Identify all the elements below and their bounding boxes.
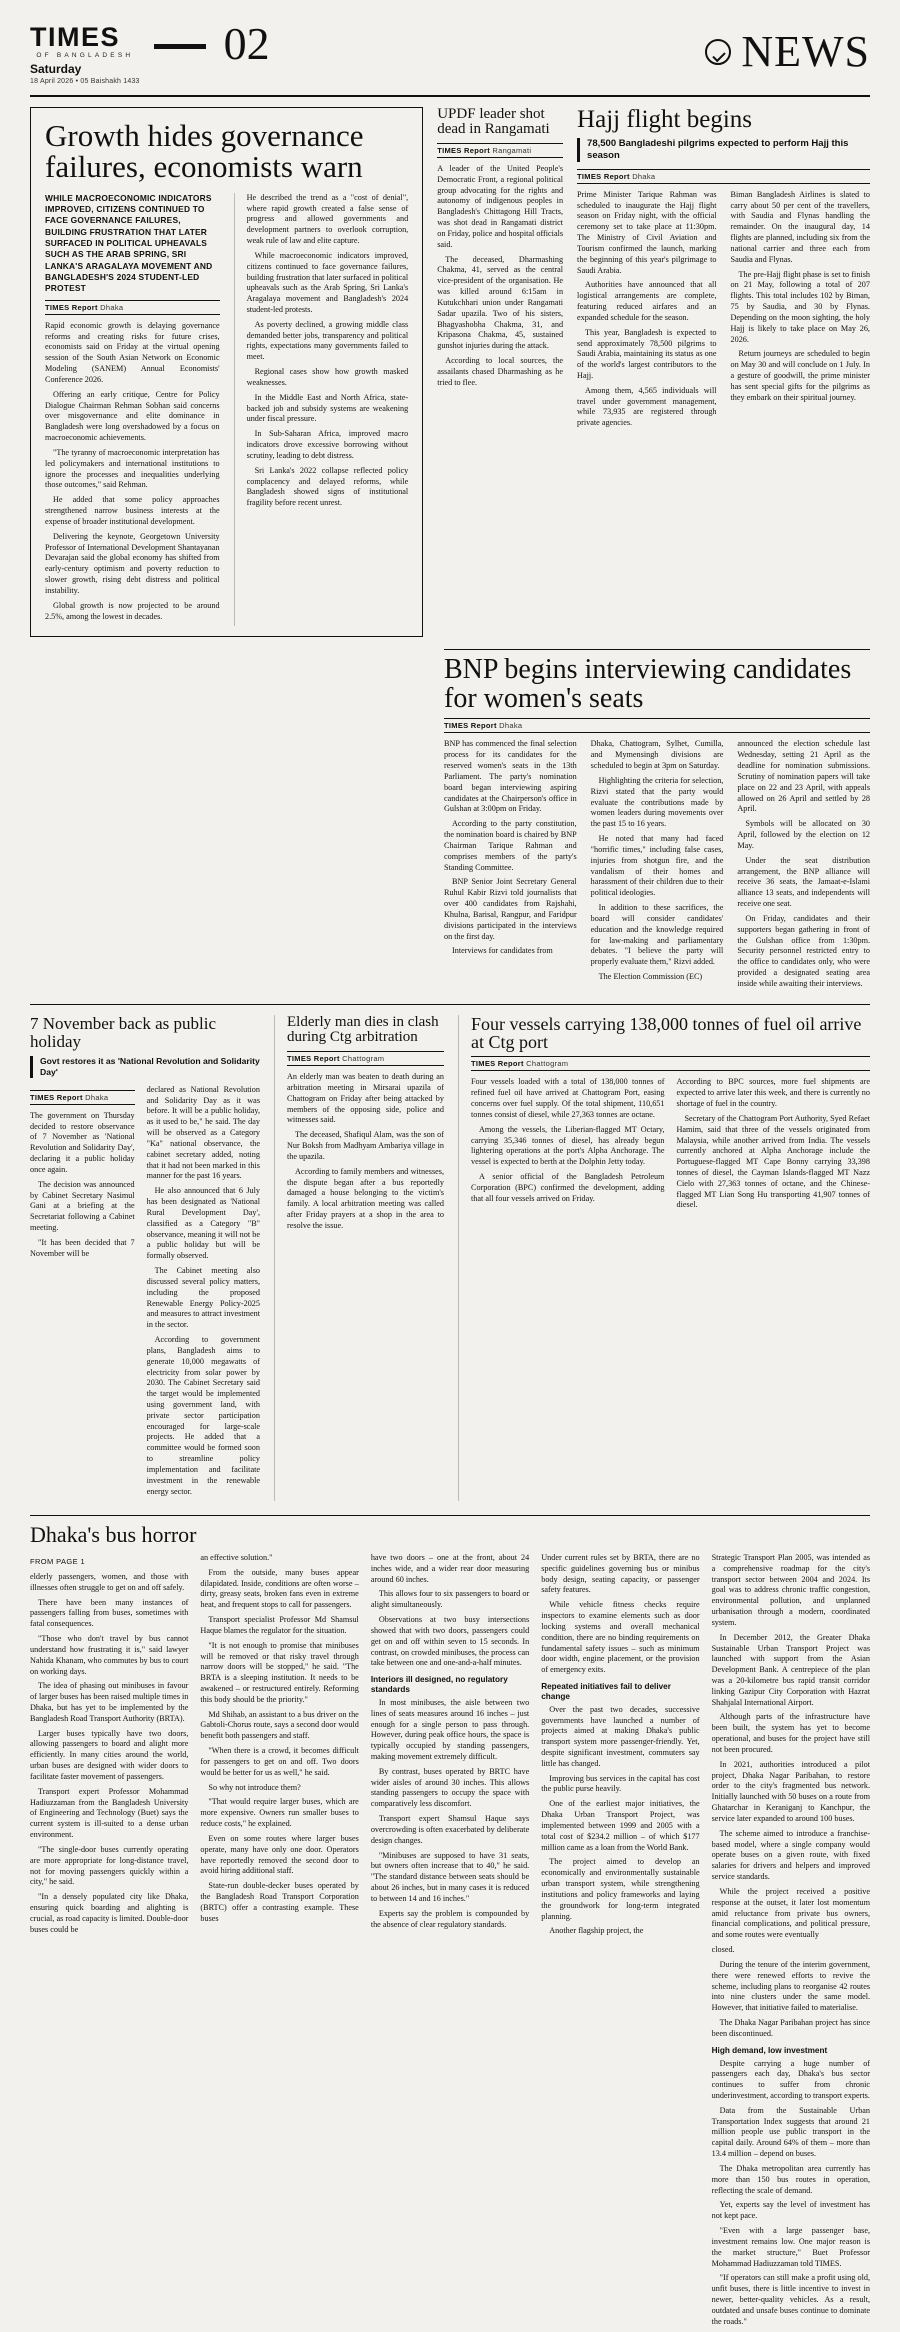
feature-paragraph: This allows four to six passengers to board or alight simultaneously.	[370, 1589, 530, 1610]
vessels-byline-location: Chattogram	[526, 1059, 569, 1069]
masthead-right	[705, 27, 870, 76]
feature-col-2	[200, 1553, 358, 2332]
feature-paragraph: So why not introduce them?	[208, 1782, 301, 1792]
feature-paragraph: "When there is a crowd, it becomes difficult for passengers to get on and off. Two doors would be better for us as well," he said.	[200, 1746, 359, 1777]
holiday-deck: Govt restores it as 'National Revolution and Solidarity Day'	[30, 1056, 260, 1077]
feature-paragraph: Yet, experts say the level of investment has not kept pace.	[711, 2200, 871, 2221]
bnp-byline	[444, 718, 870, 733]
feature-paragraph: In most minibuses, the aisle between two lines of seats measures around 16 inches – just enough for a single person to pass through. However, during peak office hours, the space is typically occupied by standing passengers, making movement extremely difficult.	[370, 1697, 530, 1761]
holiday-headline: 7 November back as public holiday	[30, 1013, 216, 1051]
hajj-col-2: Biman Bangladesh Airlines is slated to carry about 50 per cent of the travellers, with Saudia and Flynas handling the remainder. On the inaugural day, 14 flights are planned, including six from the national carrier and three each from Saudia and Flynas. The pre-Hajj flight phase is set to finish on 21 May, following a total of 207 flights. This total includes 102 by Biman, 75 by Saudia, and 30 by Flynas. Depending on the moon sighting, the holy Hajj is likely to take place on May 26, 2026. Return journeys are scheduled to begin on May 30 and will conclude on 1 July. In a gesture of goodwill, the prime minister has sent special gifts for the pilgrims as they embark on their spiritual journey.	[730, 189, 870, 402]
updf-headline: UPDF leader shot dead in Rangamati	[437, 105, 550, 138]
feature-paragraph: In December 2012, the Greater Dhaka Sustainable Urban Transport Project was launched with support from the Asian Development Bank. A centrepiece of the plan was a 20-kilometre bus rapid transit corridor linking Gazipur City Corporation with Hazrat Shahjalal International Airport.	[711, 1632, 871, 1707]
feature-paragraph: Larger buses typically have two doors, allowing passengers to board and alight more efficiently. In many cities around the world, urban buses are designed with wider doors to facilitate faster movement of passengers.	[30, 1728, 189, 1781]
logo-wordmark: TIMES	[30, 22, 121, 52]
feature-col-5	[712, 1553, 870, 2332]
holiday-byline-location: Dhaka	[85, 1092, 109, 1102]
feature-paragraph: "If operators can still make a profit using old, unfit buses, there is little incentive to invest in newer, better-quality vehicles. As a result, outdated and unsafe buses continue to dominate the roads."	[711, 2273, 871, 2326]
lead-body	[45, 193, 408, 627]
feature-paragraph: have two doors – one at the front, about 24 inches wide, and a wider rear door measuring around 60 inches.	[370, 1552, 530, 1584]
lead-byline-name: TIMES Report	[45, 302, 98, 312]
bnp-headline: BNP begins interviewing candidates for women's seats	[444, 654, 852, 714]
hajj-story	[577, 107, 870, 638]
feature-paragraph: "It is not enough to promise that minibuses will be removed or that risky travel through narrow doors will be stopped," he said. "The BRTA is a sleeping institution. It needs to be awakened – or restructured entirely. Reforming this body should be the priority."	[200, 1640, 359, 1704]
hajj-body	[577, 190, 870, 433]
feature-paragraph: Improving bus services in the capital has cost the public purse heavily.	[541, 1773, 700, 1794]
feature-paragraph: "In a densely populated city like Dhaka, ensuring quick boarding and alighting is crucial, as road capacity is limited. Double-door buses could be	[30, 1892, 189, 1934]
feature-paragraph: Data from the Sustainable Urban Transportation Index suggests that around 21 million people use public transport in the capital daily. Around 64% of them – more than 13.4 million – depend on buses.	[711, 2105, 871, 2159]
feature-paragraph: Strategic Transport Plan 2005, was intended as a comprehensive roadmap for the city's transport sector between 2004 and 2024. Its goal was to address chronic traffic congestion, environmental pollution, and unplanned urbanisation through a modern, coordinated system.	[711, 1552, 871, 1627]
feature-col-3	[371, 1553, 529, 2332]
vessels-col-2: According to BPC sources, more fuel shipments are expected to arrive later this week, and there is currently no shortage of fuel in the country. Secretary of the Chattogram Port Authority, Syed Refaet Hamim, said that three of the vessels originated from Malaysia, while another arrived from India. The vessels currently anchored at Alpha Anchorage include the Portuguese-flagged MT Cape Bonny carrying 33,398 tonnes of diesel, the Cayman Islands-flagged MT Nazz Cielo with 27,363 tonnes of octane, and the Chinese-flagged MT Lian Song Hu transporting 41,907 tonnes of diesel.	[676, 1077, 870, 1210]
hajj-deck: 78,500 Bangladeshi pilgrims expected to perform Hajj this season	[577, 138, 870, 162]
feature-headline: Dhaka's bus horror	[30, 1522, 197, 1548]
feature-paragraph: The project aimed to develop an economically and environmentally sustainable urban transport system, while strengthening institutions and policy frameworks and laying the groundwork for long-term integrated planning.	[541, 1857, 700, 1921]
bnp-body	[444, 739, 870, 993]
feature-fromline: FROM PAGE 1	[30, 1556, 86, 1566]
feature-paragraph: One of the earliest major initiatives, the Dhaka Urban Transport Project, was implemented between 1999 and 2005 with a total cost of $234.2 million – of which $177 million came as a loan from the World Bank.	[541, 1799, 700, 1852]
holiday-col-2: declared as National Revolution and Solidarity Day as it was before. It will be a public holiday, as it used to be," he said. The day will be observed as a Category "Ka" national observance, the cabinet secretary added, noting that it had not been marked in this manner for the past 16 years. He also announced that 6 July has been designated as 'National Rural Development Day', classified as a Category "B" observance, meaning it will not be a public holiday but will be formally observed. The Cabinet meeting also discussed several policy matters, including the proposed Renewable Energy Policy-2025 and measures to attract investment in the sector. According to government plans, Bangladesh aims to generate 10,000 megawatts of electricity from solar power by 2030. The Cabinet Secretary said the target would be implemented using government land, with private sector participation encouraged for large-scale projects. He added that a committee would be formed soon to streamline policy implementation and facilitate investment in the renewable energy sector.	[146, 1084, 260, 1496]
masthead-bottom-rule	[30, 95, 870, 97]
lead-byline-location: Dhaka	[100, 302, 124, 312]
logo-subtitle: OF BANGLADESH	[36, 52, 134, 59]
top-section	[30, 107, 870, 638]
feature-body	[30, 1553, 870, 2332]
feature-paragraph: "That would require larger buses, which are more expensive. Owners run smaller buses to reduce costs," he explained.	[200, 1797, 359, 1829]
feature-subhead: High demand, low investment	[711, 2045, 828, 2055]
feature-paragraph: From the outside, many buses appear dilapidated. Inside, conditions are often worse – dirty, greasy seats, broken fans even in extreme heat, and frequent stops to call for passengers.	[200, 1567, 359, 1610]
masthead	[30, 18, 870, 91]
feature-paragraph: "Even with a large passenger base, investment remains low. One major reason is the market structure," Buet Professor Mohammad Hadiuzzaman told TIMES.	[711, 2226, 871, 2268]
lead-col-2: He described the trend as a "cost of denial", where rapid growth created a false sense of progress and allowed governments and development partners to overlook corruption, weak rule of law and elite capture. While macroeconomic indicators improved, citizens continued to face governance failures, building frustration that later surfaced in political upheavals such as the Arab Spring, Sri Lanka's Aragalaya movement and Bangladesh's 2024 student-led protests. As poverty declined, a growing middle class demanded better jobs, transparency and political rights, expectations many governments failed to meet. Regional cases show how growth masked weaknesses. In the Middle East and North Africa, state-backed job and subsidy systems are weakening under fiscal pressure. In Sub-Saharan Africa, improved macro indicators drove excessive borrowing without scrutiny, leading to debt distress. Sri Lanka's 2022 collapse reflected policy complacency and delayed reforms, while Bangladesh showed signs of institutional fragility before recent unrest.	[234, 193, 409, 627]
updf-byline-location: Rangamati	[492, 146, 532, 155]
feature-subhead: Interiors ill designed, no regulatory standards	[370, 1675, 508, 1695]
hajj-headline: Hajj flight begins	[577, 105, 753, 133]
feature-subhead: Repeated initiatives fail to deliver change	[541, 1682, 671, 1701]
feature-paragraph: Experts say the problem is compounded by the absence of clear regulatory standards.	[370, 1908, 530, 1929]
updf-byline-name: TIMES Report	[437, 146, 490, 155]
feature-paragraph: In 2021, authorities introduced a pilot project, Dhaka Nagar Paribahan, to restore order to the city's fragmented bus network. Initially launched with 50 buses on a route from Ghatarchar in Keraniganj to Kanchpur, the service later expanded to around 100 buses.	[711, 1759, 871, 1823]
publication-logo	[30, 24, 140, 85]
updf-byline	[437, 143, 563, 158]
feature-paragraph: Under current rules set by BRTA, there are no specific guidelines governing bus or minibus body design, seating capacity, or passenger safety features.	[541, 1552, 700, 1595]
lead-kicker: WHILE MACROECONOMIC INDICATORS IMPROVED, CITIZENS CONTINUED TO FACE GOVERNANCE FAILURES, BUILDING FRUSTRATION THAT LATER SURFACED IN POLITICAL UPHEAVALS SUCH AS THE ARAB SPRING, SRI LANKA'S ARAGALAYA MOVEMENT AND BANGLADESH'S 2024 STUDENT-LED PROTEST	[45, 192, 213, 294]
feature-paragraph: Transport specialist Professor Md Shamsul Haque blames the regulator for the situation.	[200, 1615, 359, 1635]
feature-paragraph: By contrast, buses operated by BRTC have wider aisles of around 30 inches. This allows standing passengers to occupy the space with comparatively less discomfort.	[370, 1766, 530, 1809]
feature-paragraph: While the project received a positive response at the outset, it later lost momentum amid reluctance from private bus owners, financial complications, and political pressure, and some routes were eventually	[711, 1886, 871, 1940]
bnp-col-3: announced the election schedule last Wednesday, setting 21 April as the deadline for nomination submissions. Scrutiny of nomination papers will take place on 22 and 23 April, with appeals allowed on 26 April and settled by 28 April. Symbols will be allocated on 30 April, followed by the election on 12 May. Under the seat distribution arrangement, the BNP alliance will receive 36 seats, the Jamaat-e-Islami alliance 13 seats, and independents will receive one seat. On Friday, candidates and their supporters began gathering in front of the Gulshan office from 1:30pm. Security personnel restricted entry to the office to candidates only, who were provided a designated seating area inside while awaiting their interviews.	[737, 739, 871, 988]
lead-byline	[45, 300, 220, 315]
holiday-byline-name: TIMES Report	[30, 1092, 83, 1102]
feature-paragraph: "Minibuses are supposed to have 31 seats, but owners often increase that to 40," he said. "The standard distance between seats should be about 26 inches, but in many cases it is reduced to between 14 and 16 inches."	[370, 1850, 530, 1903]
feature-col-4	[541, 1553, 699, 2332]
vessels-headline: Four vessels carrying 138,000 tonnes of fuel oil arrive at Ctg port	[471, 1013, 862, 1053]
elderly-byline-name: TIMES Report	[287, 1054, 340, 1064]
feature-paragraph: The Dhaka Nagar Paribahan project has since been discontinued.	[711, 2018, 871, 2038]
hajj-byline-location: Dhaka	[632, 171, 656, 181]
lead-col-1	[45, 193, 220, 627]
bnp-col-2: Dhaka, Chattogram, Sylhet, Cumilla, and Mymensingh divisions are scheduled to begin at 3pm on Saturday. Highlighting the criteria for selection, Rizvi stated that the party would evaluate the contributions made by women leaders during movements over the past 15 to 16 years. He noted that many had faced "horrific times," including false cases, injuries from shotgun fire, and the vandalism of their homes and harassment of their children due to their political ideologies. In addition to these sacrifices, the board will consider candidates' education and the knowledge required for law-making and parliamentary debates. "I believe the party will properly evaluate them," Rizvi added. The Election Commission (EC)	[590, 739, 724, 981]
feature-paragraph: elderly passengers, women, and those with illnesses often struggle to get on and off safely.	[30, 1571, 189, 1592]
feature-col-1-text	[30, 1572, 188, 1936]
hajj-byline-name: TIMES Report	[577, 171, 630, 181]
vessels-col-1: Four vessels loaded with a total of 138,000 tonnes of refined fuel oil have arrived at Chattogram Port, easing concerns over fuel supply. Of the total shipment, 110,651 tonnes consist of diesel, while 27,363 tonnes are octane. Among the vessels, the Liberian-flagged MT Octary, carrying 35,346 tonnes of diesel, has already begun lightering operations at the port's Alpha Anchorage. The vessel is expected to berth at the Dolphin Jetty today. A senior official of the Bangladesh Petroleum Corporation (BPC) confirmed the development, adding that all four vessels arrived on Friday.	[471, 1077, 665, 1203]
lead-story-column	[30, 107, 423, 638]
feature-paragraph: The scheme aimed to introduce a franchise-based model, where a single company would operate buses on a given route, with fixed salaries for drivers and helpers and improved service standards.	[711, 1828, 871, 1882]
mid-section-rule	[30, 1004, 870, 1005]
feature-paragraph: Transport expert Shamsul Haque says overcrowding is often exacerbated by deliberate design changes.	[370, 1814, 530, 1845]
feature-paragraph: While vehicle fitness checks require inspectors to examine elements such as door locking systems and overall mechanical condition, there are no binding requirements on fundamental safety issues – such as minimum door width, engine placement, or the provision of emergency exits.	[541, 1600, 700, 1675]
lead-headline: Growth hides governance failures, economists warn	[45, 117, 364, 185]
vessels-byline-name: TIMES Report	[471, 1059, 524, 1069]
feature-paragraph: The Dhaka metropolitan area currently has more than 150 bus routes in operation, reflecting the scale of demand.	[711, 2163, 871, 2195]
section-title: NEWS	[741, 27, 870, 76]
bnp-byline-location: Dhaka	[499, 721, 523, 731]
feature-paragraph: an effective solution."	[200, 1552, 273, 1562]
hajj-byline	[577, 169, 870, 184]
feature-paragraph: Even on some routes where larger buses operate, many have only one door. Operators have reportedly removed the second door to avoid hiring additional staff.	[200, 1833, 359, 1876]
dateline	[30, 63, 140, 85]
masthead-day: Saturday	[30, 61, 82, 76]
feature-paragraph: closed.	[711, 1945, 735, 1955]
hajj-col-1: Prime Minister Tarique Rahman was scheduled to inaugurate the Hajj flight season on Friday night, with the official ceremony set to take place at 11:30pm. The Ministry of Civil Aviation and Tourism confirmed the launch, marking the beginning of this year's pilgrimage to Saudi Arabia. Authorities have announced that all logistical arrangements are complete, featuring reduced airfares and an expanded schedule for the season. This year, Bangladesh is expected to send approximately 78,500 pilgrims to Saudi Arabia, maintaining its status as one of the world's largest contributors to the Hajj. Among them, 4,565 individuals will travel under government management, while 73,935 are registered through private agencies.	[577, 189, 717, 428]
feature-paragraph: The idea of phasing out minibuses in favour of larger buses has been raised multiple times in Dhaka, but has yet to be implemented by the Bangladesh Road Transport Authority (BRTA).	[30, 1681, 189, 1723]
holiday-story	[30, 1015, 260, 1502]
elderly-story: Elderly man dies in clash during Ctg arbitration TIMES Report Chattogram An elderly man was beaten to death during an arbitration meeting in Mirsarai upazila of Chattogram on Friday after being attacked by members of the opposing side, police and witnesses said. The deceased, Shafiqul Alam, was the son of Nur Boksh from Madhyam Ambariya village in the upazila. According to family members and witnesses, the dispute began after a bus reportedly damaged a house belonging to the victim's family. A local arbitration meeting was called after Friday prayers at a shop in the area to resolve the issue.	[274, 1015, 444, 1502]
feature-paragraph: Despite carrying a huge number of passengers each day, Dhaka's bus sector continues to suffer from chronic underinvestment, according to transport experts.	[711, 2058, 871, 2100]
feature-paragraph: "Those who don't travel by bus cannot understand how frustrating it is," said lawyer Nahida Khanam, who commutes by bus to court on working days.	[30, 1634, 189, 1676]
feature-paragraph: "The single-door buses currently operating are more appropriate for long-distance travel, not for moving passengers quickly within a city," he said.	[30, 1844, 189, 1887]
feature-story	[30, 1515, 870, 2331]
bnp-byline-name: TIMES Report	[444, 721, 497, 731]
updf-story: UPDF leader shot dead in Rangamati TIMES Report Rangamati A leader of the United People's Democratic Front, a regional political group advocating for the rights and autonomy of indigenous peoples in Bangladesh's Chittagong Hill Tracts, was shot dead in Rangamati district on Friday, police and hospital officials said. The deceased, Dharmashing Chakma, 41, served as the central vice-president of the organisation. He was killed around 6:15am in Kutukchhari union under Rangamati Sadar upazila. Two of his sisters, Bhagyashobha Chakma, 31, and Kripasona Chakma, 45, sustained gunshot injuries during the attack. According to local sources, the assailants chased Dharmashing as he tried to flee.	[437, 105, 564, 387]
masthead-divider-rule	[154, 44, 206, 49]
feature-paragraph: Transport expert Professor Mohammad Hadiuzzaman from the Bangladesh University of Engineering and Technology (Buet) says the current system is ill-suited to a dense urban environment.	[30, 1786, 189, 1840]
elderly-byline	[287, 1051, 444, 1066]
holiday-col-1: TIMES Report Dhaka The government on Thursday decided to restore observance of 7 November as 'National Revolution and Solidarity Day', declaring it a public holiday once again. The decision was announced by Cabinet Secretary Nasimul Gani at a briefing at the Secretariat following a Cabinet meeting. "It has been decided that 7 November will be	[30, 1085, 135, 1502]
holiday-byline	[30, 1090, 135, 1105]
vessels-story	[458, 1015, 870, 1502]
bnp-story	[30, 649, 870, 993]
masthead-date: 18 April 2026 • 05 Baishakh 1433	[30, 77, 140, 85]
bnp-top-rule	[444, 649, 870, 650]
elderly-byline-location: Chattogram	[342, 1054, 385, 1064]
feature-col-1	[30, 1553, 188, 2332]
feature-paragraph: Over the past two decades, successive governments have launched a number of projects aimed at making Dhaka's public transport system more passenger-friendly. Yet, despite significant investment, commuters say little has changed.	[541, 1704, 700, 1768]
feature-paragraph: There have been many instances of passengers falling from buses, sometimes with fatal consequences.	[30, 1597, 189, 1629]
lead-story	[30, 107, 423, 638]
vessels-byline	[471, 1056, 870, 1071]
feature-paragraph: State-run double-decker buses operated by the Bangladesh Road Transport Corporation (BRTC) offer a contrasting example. These buses	[200, 1881, 359, 1923]
feature-paragraph: Md Shihab, an assistant to a bus driver on the Gabtoli-Chorus route, says a second door would benefit both passengers and staff.	[200, 1709, 359, 1741]
middle-section	[30, 1015, 870, 1502]
feature-paragraph: Another flagship project, the	[549, 1926, 644, 1936]
page-number: 02	[223, 18, 270, 69]
masthead-left	[30, 18, 270, 85]
lead-col-1-text: Rapid economic growth is delaying governance reforms and creating risks for future crises, economists said on Friday at the virtual opening session of the South Asian Network on Economic Modeling (SANEM) Annual Economists' Conference 2026. Offering an early critique, Centre for Policy Dialogue Chairman Rehman Sobhan said concerns over misgovernance and elite dominance in Bangladesh were long overshadowed by a focus on macroeconomic achievements. "The tyranny of macroeconomic interpretation has led policymakers and international institutions to ignore the processes and inequalities underlying those outcomes," said Rehman. He added that some policy approaches strengthened narrow business interests at the expense of broader institutional development. Delivering the keynote, Georgetown University Professor of International Development Shantayanan Devarajan said the global economy has shifted from early-century optimism and poverty reduction to slower growth, rising debt distress and political instability. Global growth is now projected to be around 2.5%, among the lowest in decades.	[45, 320, 220, 621]
feature-paragraph: Although parts of the infrastructure have been built, the system has yet to become operational, and buses for the project have still not been procured.	[711, 1712, 871, 1754]
bnp-col-1: BNP has commenced the final selection process for its candidates for the reserved women's seats in the 13th Parliament. The party's nomination board began interviewing aspiring candidates at the Chairperson's office in Gulshan at 3:00pm on Friday. According to the party constitution, the nomination board is chaired by BNP Chairman Tarique Rahman and comprises members of the party's Standing Committee. BNP Senior Joint Secretary General Ruhul Kabir Rizvi told journalists that over 400 candidates from Rajshahi, Khulna, Barisal, Rangpur, and Faridpur divisions participated in the interviews on the first day. Interviews for candidates from	[444, 739, 577, 956]
feature-paragraph: Observations at two busy intersections showed that with two doors, passengers could get on and off within seven to 15 seconds. In contrast, on crowded minibuses, the process can take between one and one-and-a-half minutes.	[370, 1615, 530, 1668]
elderly-headline: Elderly man dies in clash during Ctg arbitration	[287, 1013, 439, 1046]
feature-paragraph: During the tenure of the interim government, there were renewed efforts to revive the scheme, including plans to reorganise 42 routes into nine clusters under the same model. However, that initiative failed to materialise.	[711, 1959, 871, 2013]
verified-check-icon	[705, 39, 731, 65]
